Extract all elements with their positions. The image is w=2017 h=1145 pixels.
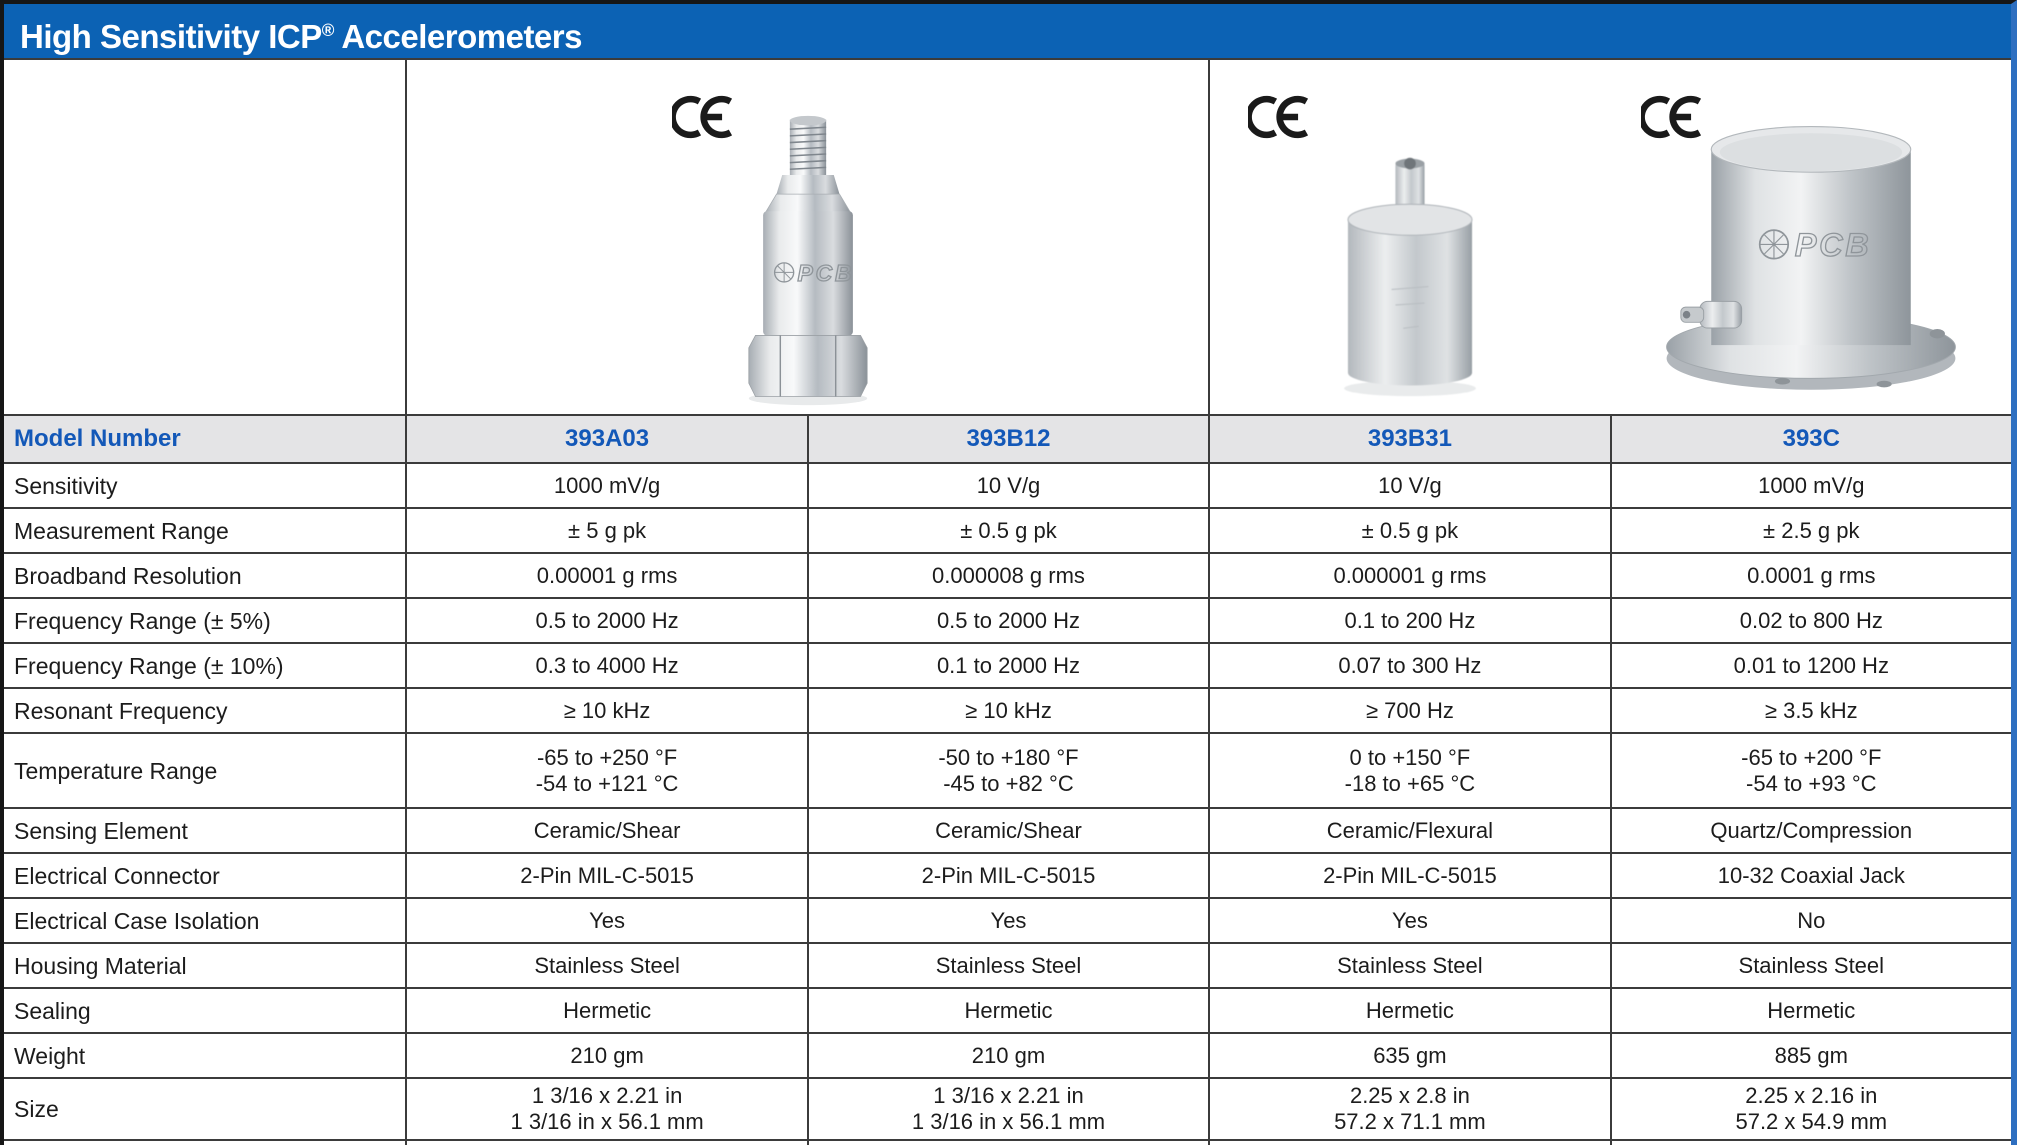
spec-value-line: 1 3/16 x 2.21 in <box>531 1083 683 1108</box>
spec-value: No <box>1610 899 2011 942</box>
spec-value: 1000 mV/g <box>405 464 806 507</box>
spec-value <box>405 734 806 807</box>
page-title <box>4 4 2011 58</box>
product-photo-393c <box>1646 100 1976 404</box>
spec-value: Hermetic <box>1610 989 2011 1032</box>
spec-value: Ceramic/Flexural <box>1208 809 1609 852</box>
spec-value: 210 gm <box>405 1034 806 1077</box>
spec-label: Sensing Element <box>14 817 188 844</box>
spec-row-housing-material <box>4 942 2011 987</box>
spec-value: Yes <box>1208 899 1609 942</box>
spec-row-size <box>4 1077 2011 1139</box>
spec-label: Sealing <box>14 997 91 1024</box>
spec-value <box>1208 734 1609 807</box>
spec-value: 0.000001 g rms <box>1208 554 1609 597</box>
spec-label: Temperature Range <box>14 757 218 784</box>
spec-value: 0.02 to 800 Hz <box>1610 599 2011 642</box>
ce-mark-icon <box>1248 94 1310 145</box>
spec-value: 0.5 to 2000 Hz <box>807 599 1208 642</box>
spec-value <box>1610 734 2011 807</box>
product-image-row <box>4 58 2011 414</box>
spec-value: ± 0.5 g pk <box>807 509 1208 552</box>
truncated-cell <box>405 1141 806 1145</box>
truncated-cell <box>1208 1141 1609 1145</box>
spec-value: ≥ 10 kHz <box>807 689 1208 732</box>
truncated-cell <box>1610 1141 2011 1145</box>
spec-value: 10 V/g <box>1208 464 1609 507</box>
spec-label: Electrical Connector <box>14 862 220 889</box>
spec-value-line: -54 to +121 °C <box>535 770 679 796</box>
spec-value: Stainless Steel <box>1208 944 1609 987</box>
spec-value: Stainless Steel <box>807 944 1208 987</box>
truncated-next-row <box>4 1139 2011 1145</box>
model-number-row <box>4 414 2011 462</box>
ce-mark-icon <box>1641 94 1703 145</box>
spec-value: 10-32 Coaxial Jack <box>1610 854 2011 897</box>
spec-value-line: -54 to +93 °C <box>1746 770 1877 796</box>
spec-value <box>807 1079 1208 1139</box>
ce-mark-icon <box>672 94 734 145</box>
spec-value: Hermetic <box>1208 989 1609 1032</box>
spec-value: Stainless Steel <box>405 944 806 987</box>
product-cell-393b31-393c <box>1208 60 2011 414</box>
spec-row-sensing-element <box>4 807 2011 852</box>
spec-row-broadband-resolution <box>4 552 2011 597</box>
spec-value-line: 2.25 x 2.8 in <box>1349 1083 1470 1108</box>
model-number: 393C <box>1610 416 2011 462</box>
spec-row-weight <box>4 1032 2011 1077</box>
spec-value: 1000 mV/g <box>1610 464 2011 507</box>
spec-value: 0.07 to 300 Hz <box>1208 644 1609 687</box>
spec-label: Resonant Frequency <box>14 697 228 724</box>
spec-value: 2-Pin MIL-C-5015 <box>1208 854 1609 897</box>
spec-value-line: 2.25 x 2.16 in <box>1745 1083 1878 1108</box>
spec-value-line: 1 3/16 in x 56.1 mm <box>510 1109 704 1134</box>
model-number: 393A03 <box>405 416 806 462</box>
model-number: 393B12 <box>807 416 1208 462</box>
spec-value-line: -45 to +82 °C <box>943 770 1074 796</box>
spec-value <box>1610 1079 2011 1139</box>
spec-value: 0.00001 g rms <box>405 554 806 597</box>
spec-value: ± 2.5 g pk <box>1610 509 2011 552</box>
spec-value-line: -18 to +65 °C <box>1344 770 1476 796</box>
empty-corner-cell <box>4 60 405 414</box>
spec-value: Hermetic <box>405 989 806 1032</box>
spec-label: Electrical Case Isolation <box>14 907 260 934</box>
spec-row-measurement-range <box>4 507 2011 552</box>
spec-value: 885 gm <box>1610 1034 2011 1077</box>
spec-value-line: 1 3/16 x 2.21 in <box>933 1083 1084 1108</box>
spec-value: 635 gm <box>1208 1034 1609 1077</box>
spec-value: Stainless Steel <box>1610 944 2011 987</box>
spec-row-frequency-range-10 <box>4 642 2011 687</box>
spec-value: ± 5 g pk <box>405 509 806 552</box>
spec-label: Sensitivity <box>14 472 118 499</box>
spec-value <box>807 734 1208 807</box>
spec-value: 0.1 to 200 Hz <box>1208 599 1609 642</box>
spec-value: 0.01 to 1200 Hz <box>1610 644 2011 687</box>
spec-value-line: -65 to +250 °F <box>536 744 678 770</box>
model-number: 393B31 <box>1208 416 1609 462</box>
svg-text:PCB: PCB <box>797 260 855 287</box>
spec-value: Ceramic/Shear <box>807 809 1208 852</box>
product-photo-393a03-393b12 <box>703 112 913 408</box>
product-cell-393c <box>1611 60 2011 414</box>
spec-value: 2-Pin MIL-C-5015 <box>405 854 806 897</box>
spec-row-electrical-connector <box>4 852 2011 897</box>
spec-label: Housing Material <box>14 952 187 979</box>
spec-value <box>405 1079 806 1139</box>
spec-value: 0.3 to 4000 Hz <box>405 644 806 687</box>
spec-value-line: 1 3/16 in x 56.1 mm <box>911 1109 1106 1134</box>
spec-value: 0.1 to 2000 Hz <box>807 644 1208 687</box>
spec-value: Hermetic <box>807 989 1208 1032</box>
spec-label: Broadband Resolution <box>14 562 242 589</box>
svg-text:PCB: PCB <box>1794 226 1872 263</box>
spec-row-electrical-case-isolation <box>4 897 2011 942</box>
spec-value: 0.000008 g rms <box>807 554 1208 597</box>
spec-row-sensitivity <box>4 462 2011 507</box>
product-cell-393a03-393b12 <box>405 60 1208 414</box>
spec-label: Weight <box>14 1042 86 1069</box>
spec-value: ≥ 10 kHz <box>405 689 806 732</box>
spec-value: 2-Pin MIL-C-5015 <box>807 854 1208 897</box>
spec-value: Ceramic/Shear <box>405 809 806 852</box>
spec-label: Frequency Range (± 10%) <box>14 652 284 679</box>
spec-value-line: 57.2 x 54.9 mm <box>1735 1109 1888 1134</box>
spec-value <box>1208 1079 1609 1139</box>
spec-value-line: -65 to +200 °F <box>1741 744 1882 770</box>
spec-value: 0.0001 g rms <box>1610 554 2011 597</box>
spec-value: 210 gm <box>807 1034 1208 1077</box>
truncated-cell <box>807 1141 1208 1145</box>
spec-row-resonant-frequency <box>4 687 2011 732</box>
spec-value: 0.5 to 2000 Hz <box>405 599 806 642</box>
spec-row-sealing <box>4 987 2011 1032</box>
spec-row-temperature-range <box>4 732 2011 807</box>
spec-value: ± 0.5 g pk <box>1208 509 1609 552</box>
title-suffix: Accelerometers <box>333 18 582 55</box>
side-connector <box>1681 301 1742 328</box>
spec-label: Size <box>14 1096 59 1122</box>
model-number-header: Model Number <box>14 425 181 452</box>
spec-value-line: -50 to +180 °F <box>938 744 1079 770</box>
spec-value: Yes <box>807 899 1208 942</box>
spec-value: ≥ 3.5 kHz <box>1610 689 2011 732</box>
spec-label: Measurement Range <box>14 517 229 544</box>
spec-value-line: 57.2 x 71.1 mm <box>1334 1109 1486 1134</box>
product-photo-393b31 <box>1325 148 1495 400</box>
spec-value: Quartz/Compression <box>1610 809 2011 852</box>
spec-value: ≥ 700 Hz <box>1208 689 1609 732</box>
registered-mark: ® <box>321 20 334 40</box>
spec-value-line: 0 to +150 °F <box>1349 744 1471 770</box>
spec-row-frequency-range-5 <box>4 597 2011 642</box>
spec-value: 10 V/g <box>807 464 1208 507</box>
truncated-cell <box>4 1141 405 1145</box>
title-text: High Sensitivity ICP <box>20 18 322 55</box>
product-cell-393b31 <box>1210 60 1610 414</box>
spec-label: Frequency Range (± 5%) <box>14 607 271 634</box>
spec-value: Yes <box>405 899 806 942</box>
